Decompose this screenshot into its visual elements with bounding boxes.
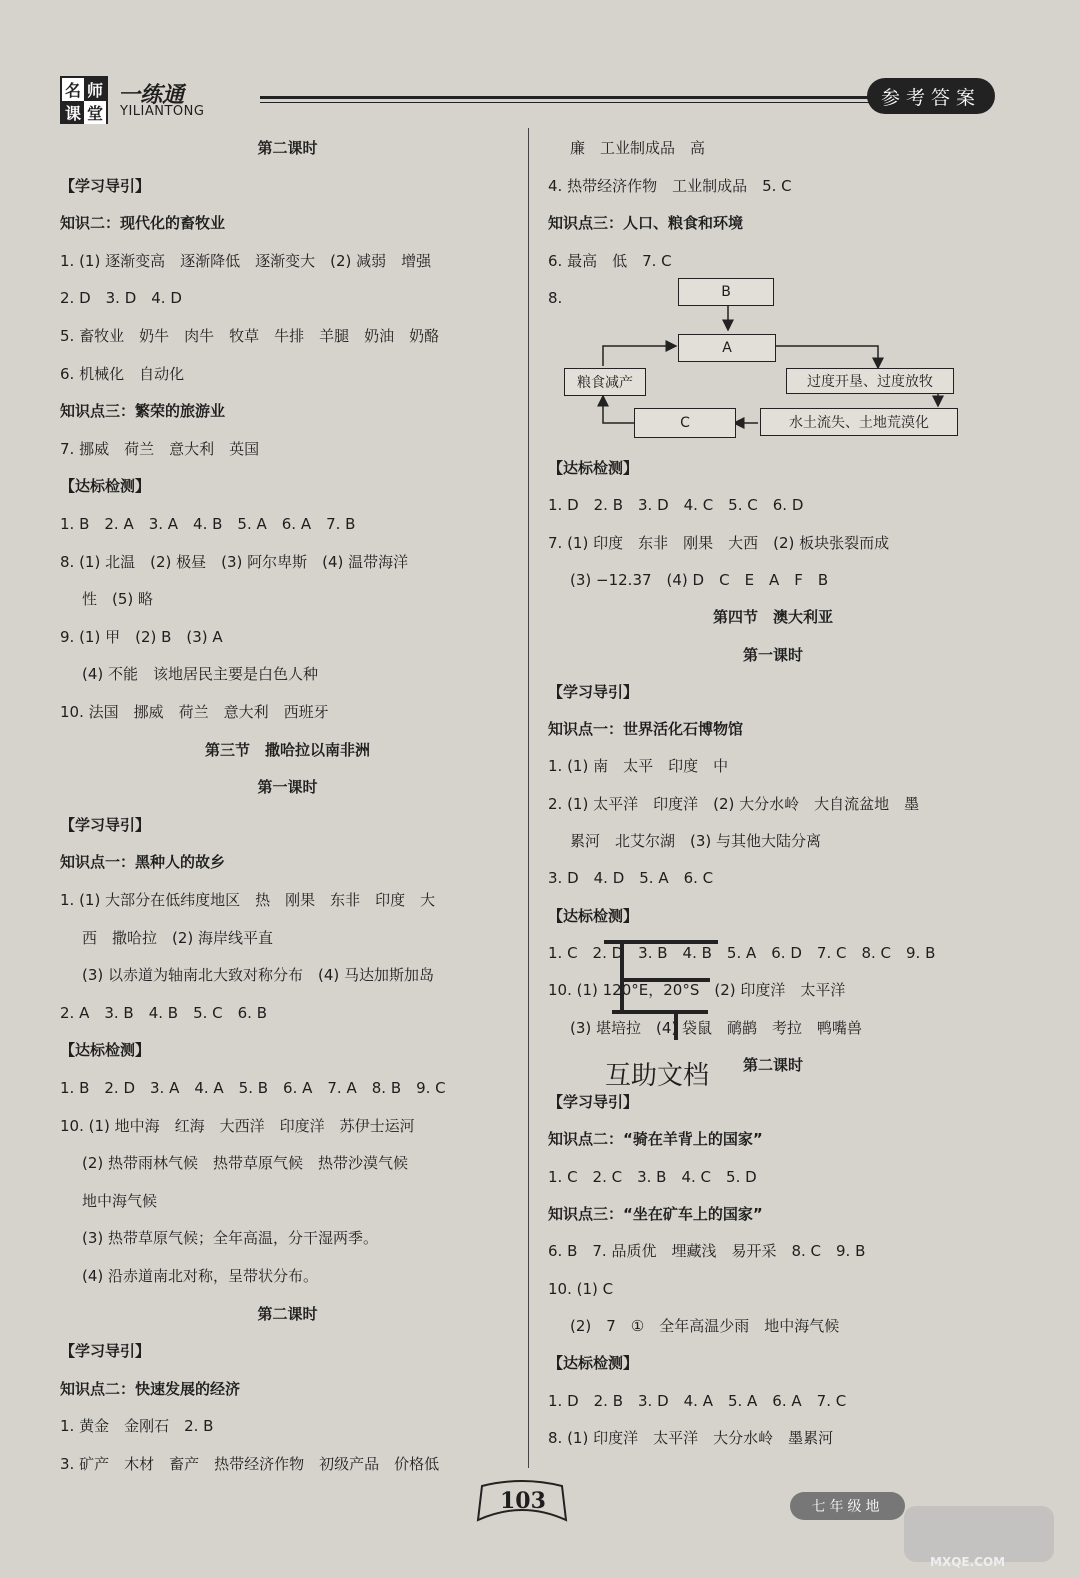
answer-line: 知识点二：“骑在羊背上的国家”	[548, 1130, 763, 1149]
answer-line: 3. D 4. D 5. A 6. C	[548, 869, 714, 888]
answer-line: 10. 法国 挪威 荷兰 意大利 西班牙	[60, 703, 329, 721]
answer-line: 6. B 7. 品质优 埋藏浅 易开采 8. C 9. B	[548, 1242, 866, 1261]
answer-line: 【达标检测】	[548, 1354, 639, 1373]
flowchart	[548, 278, 998, 438]
answer-line: 知识点三：“坐在矿车上的国家”	[548, 1205, 763, 1223]
header-rule	[260, 96, 915, 99]
flow-box-erosion: 水土流失、土地荒漠化	[760, 408, 958, 436]
answer-line: 知识点一：黑种人的故乡	[60, 853, 226, 872]
answer-line: (2) 7 ① 全年高温少雨 地中海气候	[570, 1316, 840, 1335]
answer-line: 第二课时	[742, 1055, 803, 1074]
answer-line: (4) 沿赤道南北对称，呈带状分布。	[82, 1267, 319, 1285]
answer-line: 【达标检测】	[60, 1041, 151, 1060]
answer-line: 【学习导引】	[548, 1093, 639, 1112]
answer-line: 【学习导引】	[548, 682, 639, 701]
answer-line: 1. B 2. D 3. A 4. A 5. B 6. A 7. A 8. B 9. C	[60, 1079, 446, 1097]
answer-line: 性 (5) 略	[82, 590, 154, 609]
arrow-left-to-a	[603, 346, 676, 366]
answer-line: 知识点二：快速发展的经济	[60, 1379, 241, 1398]
answer-line: 地中海气候	[82, 1191, 158, 1210]
answer-line: (2) 热带雨林气候 热带草原气候 热带沙漠气候	[82, 1154, 409, 1173]
corner-watermark-text: MXQE.COM	[930, 1555, 1006, 1569]
answer-line: 第一课时	[257, 778, 318, 797]
watermark-text: 互助文档	[605, 1061, 710, 1091]
answer-line: 知识点三：人口、粮食和环境	[548, 214, 744, 232]
answer-line: (3) 以赤道为轴南北大致对称分布 (4) 马达加斯加岛	[82, 966, 435, 985]
answer-line: 【达标检测】	[548, 906, 639, 925]
flow-box-c: C	[634, 408, 736, 438]
answer-line: 8.	[548, 289, 563, 307]
answer-line: 1. C 2. C 3. B 4. C 5. D	[548, 1167, 757, 1186]
flow-box-b: B	[678, 278, 774, 306]
logo-char: 名	[62, 78, 84, 101]
answer-line: 廉 工业制成品 高	[570, 139, 706, 157]
arrow-c-to-left	[603, 396, 634, 423]
answer-line: 第四节 澳大利亚	[712, 608, 833, 627]
page-number: 103	[500, 1488, 546, 1514]
answer-line: 【学习导引】	[60, 815, 151, 834]
answer-line: 第三节 撒哈拉以南非洲	[204, 740, 370, 759]
answer-line: 知识点三：繁荣的旅游业	[60, 402, 226, 421]
answer-line: 1. B 2. A 3. A 4. B 5. A 6. A 7. B	[60, 515, 356, 533]
answer-line: 6. 最高 低 7. C	[548, 251, 672, 270]
answer-line: 1. C 2. D 3. B 4. B 5. A 6. D 7. C 8. C 9. B	[548, 943, 936, 962]
answer-line: 1. (1) 逐渐变高 逐渐降低 逐渐变大 (2) 减弱 增强	[60, 251, 432, 270]
answer-line: 10. (1) C	[548, 1279, 614, 1298]
page-header	[60, 76, 1005, 126]
column-divider	[528, 128, 529, 1468]
answer-line: 2. A 3. B 4. B 5. C 6. B	[60, 1003, 268, 1022]
answer-line: 4. 热带经济作物 工业制成品 5. C	[548, 176, 792, 195]
answer-line: (3) −12.37 (4) D C E A F B	[570, 570, 829, 589]
logo-char: 课	[62, 101, 84, 124]
watermark-logo-icon	[602, 936, 720, 1046]
answer-line: 8. (1) 印度洋 太平洋 大分水岭 墨累河	[548, 1428, 834, 1447]
answer-line: 10. (1) 120°E，20°S (2) 印度洋 太平洋	[548, 981, 846, 1000]
answer-line: 2. (1) 太平洋 印度洋 (2) 大分水岭 大自流盆地 墨	[548, 794, 920, 813]
logo-char: 师	[84, 78, 106, 101]
grade-label: 七年级地	[790, 1492, 905, 1520]
answer-line: 5. 畜牧业 奶牛 肉牛 牧草 牛排 羊腿 奶油 奶酪	[60, 327, 440, 345]
answer-line: (3) 堪培拉 (4) 袋鼠 鸸鹋 考拉 鸭嘴兽	[570, 1018, 863, 1037]
brand-subtitle: YILIANTONG	[120, 104, 205, 119]
answer-line: 第二课时	[257, 139, 318, 157]
section-badge: 参考答案	[867, 78, 995, 114]
answer-line: 1. (1) 大部分在低纬度地区 热 刚果 东非 印度 大	[60, 891, 436, 909]
answer-line: 【学习导引】	[60, 1342, 151, 1361]
answer-line: 知识点一：世界活化石博物馆	[548, 720, 744, 739]
answer-line: 3. 矿产 木材 畜产 热带经济作物 初级产品 价格低	[60, 1455, 440, 1473]
answer-line: 1. 黄金 金刚石 2. B	[60, 1417, 214, 1436]
answer-line: (3) 热带草原气候；全年高温，分干湿两季。	[82, 1229, 379, 1248]
flow-box-a: A	[678, 334, 776, 362]
answer-line: 6. 机械化 自动化	[60, 364, 185, 383]
page-number-badge	[472, 1480, 572, 1526]
flow-box-grain: 粮食减产	[564, 368, 646, 396]
arrow-a-to-right	[776, 346, 878, 368]
answer-line: 8. (1) 北温 (2) 极昼 (3) 阿尔卑斯 (4) 温带海洋	[60, 552, 409, 571]
answer-line: 第一课时	[742, 645, 803, 664]
answer-line: 1. D 2. B 3. D 4. A 5. A 6. A 7. C	[548, 1391, 847, 1410]
answer-line: 1. D 2. B 3. D 4. C 5. C 6. D	[548, 496, 804, 515]
series-logo	[60, 76, 108, 124]
flow-box-overuse: 过度开垦、过度放牧	[786, 368, 954, 394]
answer-line: 【达标检测】	[548, 459, 639, 477]
answer-line: 7. (1) 印度 东非 刚果 大西 (2) 板块张裂而成	[548, 533, 890, 552]
answer-line: 7. 挪威 荷兰 意大利 英国	[60, 439, 260, 458]
answer-line: (4) 不能 该地居民主要是白色人种	[82, 665, 319, 684]
answer-line: 知识二：现代化的畜牧业	[60, 214, 226, 233]
brand-title: 一练通	[118, 82, 185, 108]
answer-line: 1. (1) 南 太平 印度 中	[548, 757, 729, 776]
header-rule-thin	[260, 102, 915, 103]
answer-line: 2. D 3. D 4. D	[60, 289, 182, 308]
answer-line: 【学习导引】	[60, 176, 151, 195]
answer-line: 第二课时	[257, 1304, 318, 1323]
answer-line: 10. (1) 地中海 红海 大西洋 印度洋 苏伊士运河	[60, 1116, 415, 1135]
answer-line: 9. (1) 甲 (2) B (3) A	[60, 627, 223, 646]
logo-char: 堂	[84, 101, 106, 124]
answer-line: 累河 北艾尔湖 (3) 与其他大陆分离	[570, 832, 822, 850]
answer-line: 西 撒哈拉 (2) 海岸线平直	[82, 928, 274, 947]
answer-line: 【达标检测】	[60, 477, 151, 496]
